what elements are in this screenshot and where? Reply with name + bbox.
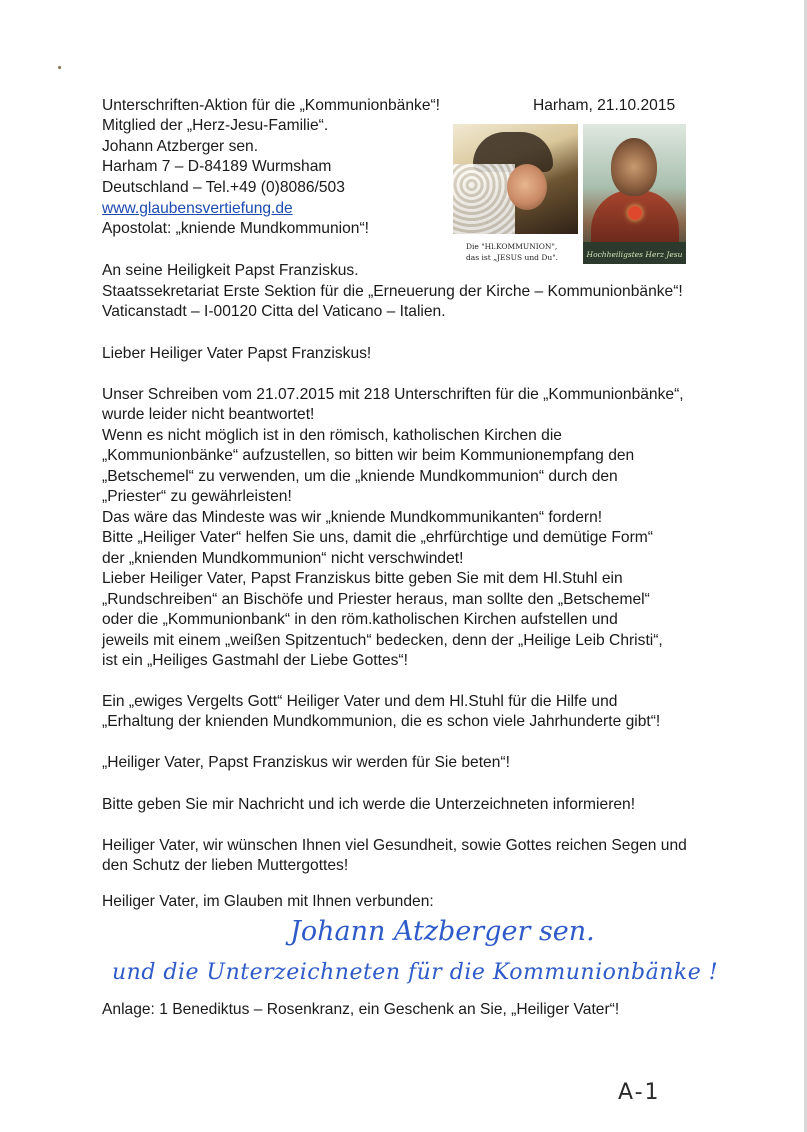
sender-membership: Mitglied der „Herz-Jesu-Familie“. bbox=[102, 117, 329, 134]
request-line: Bitte geben Sie mir Nachricht und ich werde die Unterzeichneten informieren! bbox=[102, 796, 636, 813]
recipient-name: An seine Heiligkeit Papst Franziskus. bbox=[102, 262, 359, 279]
attachment-line: Anlage: 1 Benediktus – Rosenkranz, ein Geschenk an Sie, „Heiliger Vater“! bbox=[102, 1001, 620, 1018]
body-line: Unser Schreiben vom 21.07.2015 mit 218 Unterschriften für die „Kommunionbänke“, bbox=[102, 386, 684, 403]
closing-line: Heiliger Vater, im Glauben mit Ihnen verbunden: bbox=[102, 893, 434, 910]
blessing-line: Heiliger Vater, wir wünschen Ihnen viel Gesundheit, sowie Gottes reichen Segen und bbox=[102, 837, 687, 854]
sender-name: Johann Atzberger sen. bbox=[102, 138, 259, 155]
communion-caption-2: das ist „JESUS und Du". bbox=[466, 253, 559, 262]
page-mark: A-1 bbox=[618, 1080, 661, 1105]
salutation: Lieber Heiliger Vater Papst Franziskus! bbox=[102, 345, 372, 362]
handwritten-cosigners: und die Unterzeichneten für die Kommunionbänke ! bbox=[112, 960, 719, 985]
body-line: „Rundschreiben“ an Bischöfe und Priester heraus, man sollte den „Betschemel“ bbox=[102, 591, 650, 608]
communion-caption-1: Die "Hl.KOMMUNION", bbox=[466, 242, 558, 251]
sacred-heart-image bbox=[583, 124, 686, 264]
body-line: Bitte „Heiliger Vater“ helfen Sie uns, damit die „ehrfürchtige und demütige Form“ bbox=[102, 529, 653, 546]
body-line: Ein „ewiges Vergelts Gott“ Heiliger Vater und dem Hl.Stuhl für die Hilfe und bbox=[102, 693, 618, 710]
body-line: Lieber Heiliger Vater, Papst Franziskus bitte geben Sie mit dem Hl.Stuhl ein bbox=[102, 570, 623, 587]
body-line: oder die „Kommunionbank“ in den röm.katholischen Kirchen aufstellen und bbox=[102, 611, 618, 628]
body-line: „Erhaltung der knienden Mundkommunion, die es schon viele Jahrhunderte gibt“! bbox=[102, 713, 661, 730]
letter-date: Harham, 21.10.2015 bbox=[533, 97, 676, 114]
header-title: Unterschriften-Aktion für die „Kommunionbänke“! bbox=[102, 97, 441, 114]
sender-address: Harham 7 – D-84189 Wurmsham bbox=[102, 158, 332, 175]
communion-photo bbox=[453, 124, 578, 234]
body-line: der „knienden Mundkommunion“ nicht verschwindet! bbox=[102, 550, 464, 567]
blessing-line: den Schutz der lieben Muttergottes! bbox=[102, 857, 349, 874]
handwritten-signature: Johann Atzberger sen. bbox=[290, 916, 595, 947]
recipient-address: Vaticanstadt – I-00120 Citta del Vaticano – Italien. bbox=[102, 303, 446, 320]
sender-country-phone: Deutschland – Tel.+49 (0)8086/503 bbox=[102, 179, 345, 196]
body-line: „Priester“ zu gewährleisten! bbox=[102, 488, 292, 505]
recipient-department: Staatssekretariat Erste Sektion für die „Erneuerung der Kirche – Kommunionbänke“! bbox=[102, 283, 683, 300]
body-line: „Kommunionbänke“ aufzustellen, so bitten wir beim Kommunionempfang den bbox=[102, 447, 635, 464]
body-line: wurde leider nicht beantwortet! bbox=[102, 406, 315, 423]
sacred-heart-caption: Hochheiligstes Herz Jesu bbox=[586, 250, 683, 259]
paper-speck bbox=[58, 66, 61, 69]
body-line: „Betschemel“ zu verwenden, um die „kniende Mundkommunion“ durch den bbox=[102, 468, 618, 485]
body-line: Das wäre das Mindeste was wir „kniende Mundkommunikanten“ fordern! bbox=[102, 509, 603, 526]
body-line: ist ein „Heiliges Gastmahl der Liebe Gottes“! bbox=[102, 652, 408, 669]
body-line: jeweils mit einem „weißen Spitzentuch“ bedecken, denn der „Heilige Leib Christi“, bbox=[102, 632, 663, 649]
apostolate: Apostolat: „kniende Mundkommunion“! bbox=[102, 220, 369, 237]
website-link[interactable]: www.glaubensvertiefung.de bbox=[102, 200, 293, 217]
prayer-line: „Heiliger Vater, Papst Franziskus wir werden für Sie beten“! bbox=[102, 754, 510, 771]
body-line: Wenn es nicht möglich ist in den römisch, katholischen Kirchen die bbox=[102, 427, 562, 444]
